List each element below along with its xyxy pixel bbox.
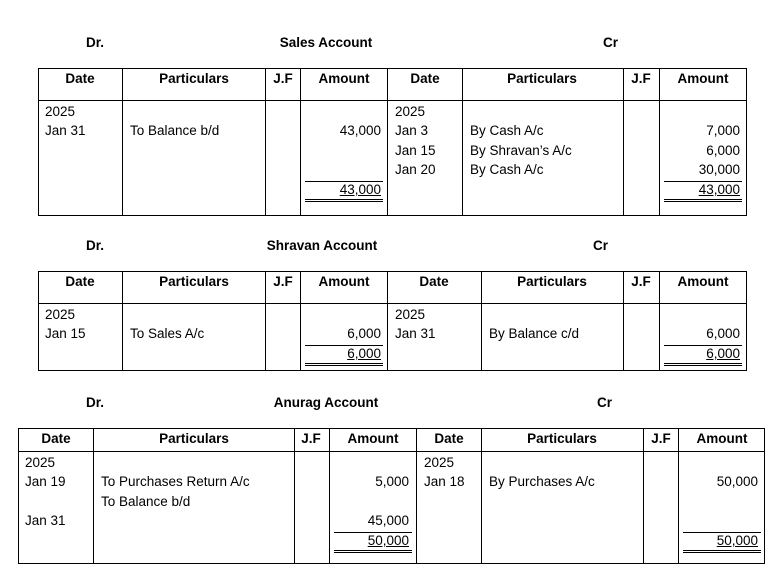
sales-credit-total: 43,000 [698,182,740,197]
entry-date: Jan 15 [45,326,86,341]
entry-amount: 5,000 [375,474,409,489]
double-underline [334,550,412,553]
entry-date: Jan 20 [395,162,436,177]
entry-date: Jan 31 [395,326,436,341]
entry-amount: 7,000 [706,123,740,138]
col-particulars-header: Particulars [507,71,577,86]
entry-particulars: To Balance b/d [130,123,220,138]
anurag-account-title: Anurag Account [273,395,379,410]
sales-cr-label: Cr [603,35,619,50]
entry-particulars: By Balance c/d [489,326,580,341]
anurag-credit-year: 2025 [424,455,455,470]
entry-particulars: To Purchases Return A/c [101,474,250,489]
anurag-debit-year: 2025 [25,455,56,470]
col-particulars-header: Particulars [159,431,229,446]
col-date-header: Date [419,274,449,289]
col-jf-header: J.F [273,274,293,289]
col-amount-header: Amount [347,431,399,446]
entry-amount: 50,000 [716,474,758,489]
shravan-debit-total: 6,000 [347,346,381,361]
sales-ledger-table [38,68,747,216]
shravan-header-divider [38,303,747,304]
entry-particulars: To Balance b/d [101,494,191,509]
entry-particulars: To Sales A/c [130,326,205,341]
anurag-header-divider [18,451,765,452]
col-date-header: Date [410,71,440,86]
shravan-account-title: Shravan Account [266,238,378,253]
col-particulars-header: Particulars [527,431,597,446]
anurag-dr-label: Dr. [86,395,105,410]
col-date-header: Date [434,431,464,446]
entry-amount: 6,000 [706,326,740,341]
shravan-debit-year: 2025 [45,307,76,322]
entry-amount: 43,000 [339,123,381,138]
shravan-credit-year: 2025 [395,307,426,322]
entry-particulars: By Purchases A/c [489,474,595,489]
entry-particulars: By Shravan’s A/c [470,143,572,158]
col-jf-header: J.F [631,274,651,289]
shravan-dr-label: Dr. [86,238,105,253]
entry-particulars: By Cash A/c [470,162,544,177]
col-jf-header: J.F [651,431,671,446]
entry-date: Jan 18 [424,474,465,489]
col-date-header: Date [65,274,95,289]
entry-date: Jan 19 [25,474,66,489]
entry-date: Jan 3 [395,123,429,138]
anurag-cr-label: Cr [597,395,613,410]
sales-debit-year: 2025 [45,104,76,119]
col-amount-header: Amount [318,274,370,289]
entry-amount: 45,000 [367,513,409,528]
double-underline [305,363,383,366]
col-jf-header: J.F [273,71,293,86]
col-amount-header: Amount [318,71,370,86]
sales-debit-total: 43,000 [339,182,381,197]
entry-date: Jan 31 [45,123,86,138]
col-jf-header: J.F [631,71,651,86]
entry-date: Jan 31 [25,513,66,528]
col-particulars-header: Particulars [159,274,229,289]
col-date-header: Date [41,431,71,446]
entry-date: Jan 15 [395,143,436,158]
anurag-credit-total: 50,000 [716,533,758,548]
entry-amount: 6,000 [347,326,381,341]
shravan-credit-total: 6,000 [706,346,740,361]
double-underline [664,199,742,202]
col-jf-header: J.F [301,431,321,446]
double-underline [664,363,742,366]
double-underline [683,550,761,553]
sales-credit-year: 2025 [395,104,426,119]
anurag-debit-total: 50,000 [367,533,409,548]
sales-dr-label: Dr. [86,35,105,50]
sales-account-title: Sales Account [279,35,373,50]
col-amount-header: Amount [677,274,729,289]
col-date-header: Date [65,71,95,86]
sales-header-divider [38,100,747,101]
double-underline [305,199,383,202]
col-particulars-header: Particulars [517,274,587,289]
col-particulars-header: Particulars [159,71,229,86]
entry-amount: 30,000 [698,162,740,177]
col-amount-header: Amount [677,71,729,86]
entry-amount: 6,000 [706,143,740,158]
shravan-cr-label: Cr [593,238,609,253]
entry-particulars: By Cash A/c [470,123,544,138]
col-amount-header: Amount [696,431,748,446]
